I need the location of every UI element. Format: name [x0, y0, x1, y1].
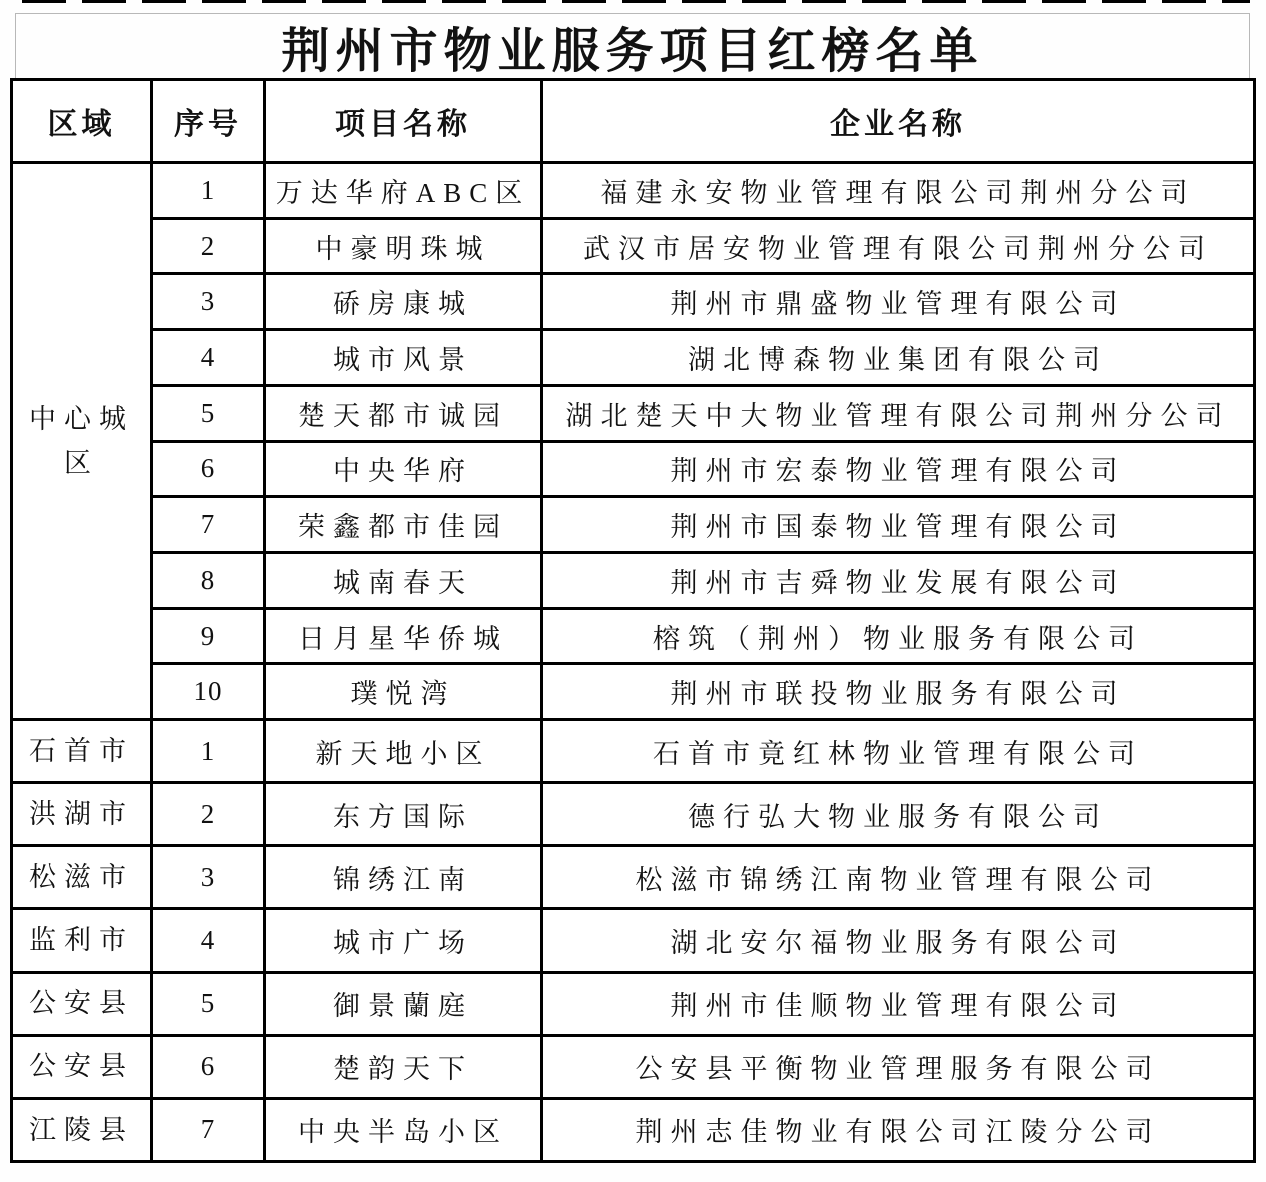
header-project: 项目名称: [265, 80, 542, 163]
table-row: [12, 441, 1255, 497]
page-title: 荆州市物业服务项目红榜名单: [281, 24, 984, 78]
table-row: [12, 1098, 1255, 1161]
project-name-cell: 中豪明珠城: [265, 218, 542, 274]
region-cell: 监利市: [12, 909, 152, 972]
table-row: [12, 909, 1255, 972]
project-name-cell: 城南春天: [265, 553, 542, 609]
project-name-cell: 硚房康城: [265, 274, 542, 330]
project-name-cell: 万达华府ABC区: [265, 163, 542, 219]
company-name-cell: 公安县平衡物业管理服务有限公司: [542, 1035, 1255, 1098]
index-cell: 4: [152, 909, 265, 972]
company-name-cell: 德行弘大物业服务有限公司: [542, 783, 1255, 846]
company-name-cell: 荆州市吉舜物业发展有限公司: [542, 553, 1255, 609]
company-name-cell: 荆州市宏泰物业管理有限公司: [542, 441, 1255, 497]
table-row: [12, 608, 1255, 664]
project-name-cell: 城市风景: [265, 330, 542, 386]
company-name-cell: 湖北博森物业集团有限公司: [542, 330, 1255, 386]
project-name-cell: 新天地小区: [265, 720, 542, 783]
region-cell: 松滋市: [12, 846, 152, 909]
table-body: [12, 163, 1255, 1162]
company-name-cell: 荆州市联投物业服务有限公司: [542, 664, 1255, 720]
company-name-cell: 荆州市国泰物业管理有限公司: [542, 497, 1255, 553]
table-row: [12, 664, 1255, 720]
title-cell: [15, 13, 1250, 78]
index-cell: 5: [152, 972, 265, 1035]
index-cell: 5: [152, 385, 265, 441]
company-name-cell: 荆州市佳顺物业管理有限公司: [542, 972, 1255, 1035]
index-cell: 4: [152, 330, 265, 386]
index-cell: 10: [152, 664, 265, 720]
project-name-cell: 荣鑫都市佳园: [265, 497, 542, 553]
index-cell: 1: [152, 720, 265, 783]
project-name-cell: 日月星华侨城: [265, 608, 542, 664]
table-row: [12, 972, 1255, 1035]
project-name-cell: 中央半岛小区: [265, 1098, 542, 1161]
project-name-cell: 城市广场: [265, 909, 542, 972]
index-cell: 7: [152, 1098, 265, 1161]
region-cell: 中心城区: [12, 163, 152, 720]
table-row: [12, 218, 1255, 274]
region-cell: 江陵县: [12, 1098, 152, 1161]
project-name-cell: 璞悦湾: [265, 664, 542, 720]
table-row: [12, 163, 1255, 219]
index-cell: 2: [152, 783, 265, 846]
table-row: [12, 720, 1255, 783]
project-name-cell: 楚韵天下: [265, 1035, 542, 1098]
index-cell: 6: [152, 1035, 265, 1098]
red-list-table: [10, 78, 1256, 1163]
index-cell: 7: [152, 497, 265, 553]
company-name-cell: 湖北安尔福物业服务有限公司: [542, 909, 1255, 972]
company-name-cell: 福建永安物业管理有限公司荆州分公司: [542, 163, 1255, 219]
index-cell: 3: [152, 274, 265, 330]
region-cell: 公安县: [12, 1035, 152, 1098]
header-company: 企业名称: [542, 80, 1255, 163]
table-row: [12, 846, 1255, 909]
table-row: [12, 1035, 1255, 1098]
project-name-cell: 中央华府: [265, 441, 542, 497]
project-name-cell: 东方国际: [265, 783, 542, 846]
company-name-cell: 湖北楚天中大物业管理有限公司荆州分公司: [542, 385, 1255, 441]
project-name-cell: 御景蘭庭: [265, 972, 542, 1035]
table-row: [12, 497, 1255, 553]
index-cell: 2: [152, 218, 265, 274]
table-row: [12, 330, 1255, 386]
top-border-line: [22, 0, 1250, 3]
company-name-cell: 石首市竟红林物业管理有限公司: [542, 720, 1255, 783]
table-row: [12, 783, 1255, 846]
index-cell: 1: [152, 163, 265, 219]
table-row: [12, 385, 1255, 441]
header-row: [12, 80, 1255, 163]
index-cell: 3: [152, 846, 265, 909]
company-name-cell: 榕筑（荆州）物业服务有限公司: [542, 608, 1255, 664]
project-name-cell: 楚天都市诚园: [265, 385, 542, 441]
header-region: 区域: [12, 80, 152, 163]
index-cell: 6: [152, 441, 265, 497]
index-cell: 9: [152, 608, 265, 664]
region-cell: 公安县: [12, 972, 152, 1035]
company-name-cell: 松滋市锦绣江南物业管理有限公司: [542, 846, 1255, 909]
region-cell: 洪湖市: [12, 783, 152, 846]
header-index: 序号: [152, 80, 265, 163]
company-name-cell: 荆州市鼎盛物业管理有限公司: [542, 274, 1255, 330]
region-cell: 石首市: [12, 720, 152, 783]
project-name-cell: 锦绣江南: [265, 846, 542, 909]
table-row: [12, 274, 1255, 330]
company-name-cell: 武汉市居安物业管理有限公司荆州分公司: [542, 218, 1255, 274]
company-name-cell: 荆州志佳物业有限公司江陵分公司: [542, 1098, 1255, 1161]
index-cell: 8: [152, 553, 265, 609]
table-row: [12, 553, 1255, 609]
